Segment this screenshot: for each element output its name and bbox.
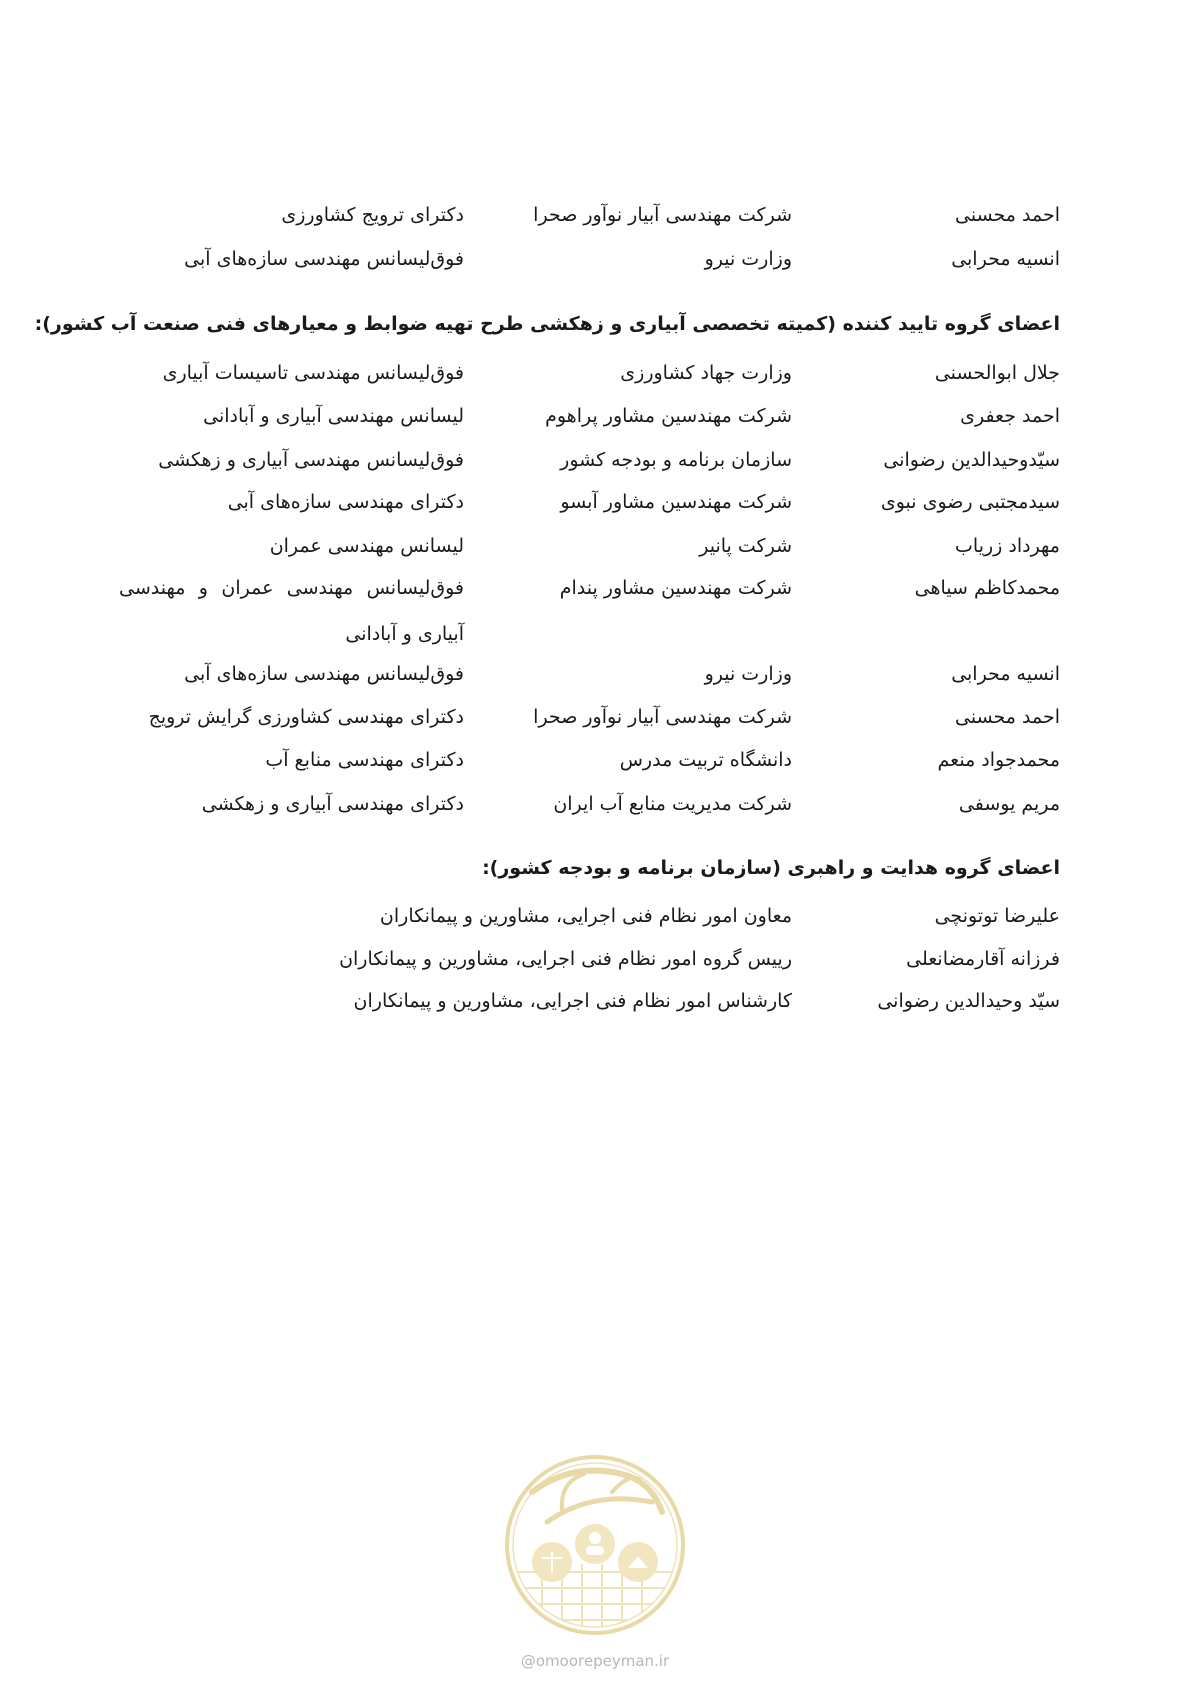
member-row (0, 239, 1190, 279)
member-degree: دکترای مهندسی سازه‌های آبی (227, 491, 464, 513)
member-name: سیدمجتبی رضوی نبوی (880, 491, 1060, 513)
guidance-group-heading: اعضای گروه هدایت و راهبری (سازمان برنامه و بودجه کشور): (482, 857, 1060, 879)
member-row (0, 440, 1190, 480)
member-row (0, 396, 1190, 436)
member-degree: لیسانس مهندسی عمران (269, 535, 464, 557)
member-name: احمد محسنی (955, 204, 1060, 226)
member-name: مریم یوسفی (958, 793, 1060, 815)
member-row (0, 784, 1190, 824)
member-organization: وزارت نیرو (704, 663, 792, 685)
member-organization: شرکت مهندسی آبیار نوآور صحرا (533, 706, 792, 728)
member-name: سیّد وحیدالدین رضوانی (877, 990, 1060, 1012)
watermark-logo (502, 1452, 688, 1638)
member-degree: فوق‌لیسانس مهندسی سازه‌های آبی (184, 663, 464, 685)
member-row (0, 654, 1190, 694)
member-organization: وزارت نیرو (704, 248, 792, 270)
member-role: کارشناس امور نظام فنی اجرایی، مشاورین و پیمانکاران (353, 990, 792, 1012)
member-name: محمدکاظم سیاهی (914, 577, 1060, 599)
member-row (0, 195, 1190, 235)
member-row (0, 697, 1190, 737)
member-row (0, 896, 1190, 936)
member-name: فرزانه آقارمضانعلی (906, 948, 1060, 970)
member-name: مهرداد زریاب (955, 535, 1060, 557)
member-organization: وزارت جهاد کشاورزی (620, 362, 792, 384)
member-organization: شرکت مهندسین مشاور پراهوم (545, 405, 792, 427)
member-organization: شرکت پانیر (699, 535, 792, 557)
member-organization: شرکت مدیریت منابع آب ایران (553, 793, 792, 815)
member-row (0, 981, 1190, 1021)
member-name: سیّدوحیدالدین رضوانی (883, 449, 1060, 471)
member-name: محمدجواد منعم (937, 749, 1060, 771)
member-organization: شرکت مهندسین مشاور آبسو (560, 491, 792, 513)
member-degree: فوق‌لیسانس مهندسی سازه‌های آبی (184, 248, 464, 270)
member-name: انسیه محرابی (951, 663, 1060, 685)
member-name: احمد جعفری (960, 405, 1060, 427)
member-degree: لیسانس مهندسی آبیاری و آبادانی (203, 405, 464, 427)
member-name: علیرضا توتونچی (934, 905, 1060, 927)
member-row (0, 482, 1190, 522)
member-organization: دانشگاه تربیت مدرس (619, 749, 792, 771)
member-name: جلال ابوالحسنی (934, 362, 1060, 384)
member-degree: دکترای مهندسی آبیاری و زهکشی (201, 793, 464, 815)
member-row (0, 740, 1190, 780)
member-role: رییس گروه امور نظام فنی اجرایی، مشاورین و پیمانکاران (339, 948, 792, 970)
member-degree: دکترای ترویج کشاورزی (281, 204, 464, 226)
member-row (0, 526, 1190, 566)
member-organization: سازمان برنامه و بودجه کشور (560, 449, 792, 471)
member-degree: دکترای مهندسی کشاورزی گرایش ترویج (148, 706, 464, 728)
website-label: @omoorepeyman.ir (520, 1652, 670, 1670)
member-role: معاون امور نظام فنی اجرایی، مشاورین و پیمانکاران (379, 905, 792, 927)
member-name: انسیه محرابی (951, 248, 1060, 270)
member-degree: فوق‌لیسانس مهندسی تاسیسات آبیاری (162, 362, 464, 384)
member-row (0, 353, 1190, 393)
approval-group-heading: اعضای گروه تایید کننده (کمیته تخصصی آبیاری و زهکشی طرح تهیه ضوابط و معیارهای فنی صنعت آب کشور): (34, 313, 1060, 335)
member-name: احمد محسنی (955, 706, 1060, 728)
member-degree: فوق‌لیسانس مهندسی عمران و مهندسی آبیاری و آبادانی (119, 577, 464, 645)
member-organization: شرکت مهندسین مشاور پندام (559, 577, 792, 599)
member-organization: شرکت مهندسی آبیار نوآور صحرا (533, 204, 792, 226)
member-row (0, 568, 1190, 645)
member-degree: دکترای مهندسی منابع آب (265, 749, 464, 771)
member-row (0, 939, 1190, 979)
member-degree: فوق‌لیسانس مهندسی آبیاری و زهکشی (158, 449, 464, 471)
